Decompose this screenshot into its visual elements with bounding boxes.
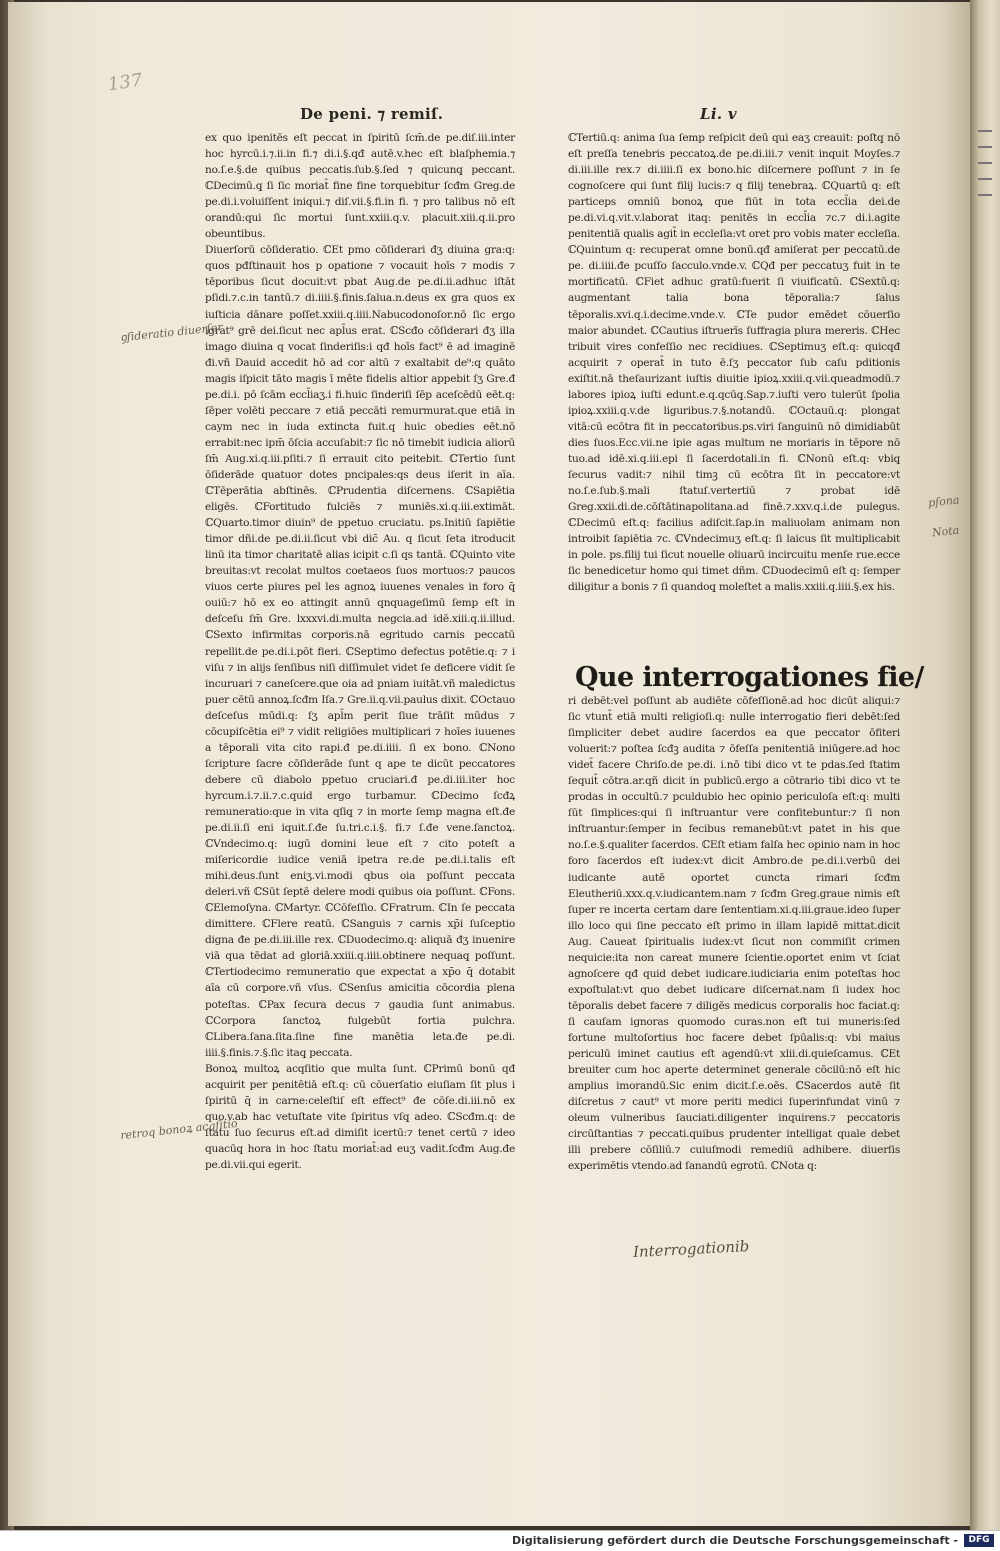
- marginal-note: ꝯſideratio diuerſor: [119, 320, 224, 345]
- right-text-column-continued: [568, 693, 900, 1174]
- left-text-column: [205, 130, 515, 1173]
- right-text-column: [568, 130, 900, 595]
- paragraph: ℂTertiū.q: anima ſua ſemp reſpicit deū qui eaʒ creauit: poſtq̧ nō eſt preſſa tenebris peccatoꝝ.de pe.di.iii.⁊ venit inquit Moyſes.⁊ di.iii.ille rex.⁊ di.iiii.ſi ex bono.hic diſcernere poſſunt ⁊ in ſe cognoſcere qui ſunt filij lucis:⁊ q filij tenebraꝝ. ℂQuartū q: eſt particeps omniū bonoꝝ que fiūt in tota eccl̄ia dei.de pe.di.vi.q.vit.v.laborat itaq: penitēs in eccl̄ia ⁊c.⁊ di.i.agite penitentiā qualis agit̄ in eccleſia:vt oret pro vobis mater eccleſia. ℂQuintum q: recuperat omne bonū.qđ amiſerat per peccatū.de pe. di.iiii.đe pcuſſo ſacculo.vnde.v. ℂQđ per peccatuʒ fuit in te mortificatū. ℂFiet adhuc gratū:fuerit ſi viuificatū. ℂSextū.q: augmentant talia bona tēporalia:⁊ ſalus tēporalis.xvi.q.i.decime.vnde.v. ℂTe pudor emēdet cōuerſio maior abundet. ℂCautius iſtruerīs ſuffragia plura mereris. ℂHec tribuit vires confeſſio nec recidiues. ℂSeptimuʒ eſt.q: quicqđ acquirit ⁊ operat̄ in tuto ē.ſʒ peccator ſub caſu pditionis exiſtit.nā theſaurizant iuſtis diuitie ipioꝝ.xxiii.q.vii.queadmodū.⁊ labores ipioꝝ iuſti edunt.e.q.qcūq̧.Sap.⁊.iuſti vero tulerūt ſpolia ipioꝝ.xxiii.q.v.de liguribus.⁊.§.notandū. ℂOctauū.q: plongat vitā:cū ecōtra fit in peccatoribus.ps.viri ſanguinū nō dimidiabūt dies ſuos.Ecc.vii.ne ipie agas multum ne moriaris in tēpore nō tuo.ad idē.xi.q.iii.epi ſi ſacerdotali.in fi. ℂNonū eſt.q: vbiq̧ ſecurus vadit:⁊ nihil timꝫ cū ecōtra ſit in peccatore:vt no.ſ.e.ſub.§.mali ſtatuſ.vertertiū ⁊ probat idē Greg.xxii.di.de.cōſtātinapolitana.ad finē.⁊.xxv.q.i.de pulegus. ℂDecimū eſt.q: facilius adiſcit.ſap.in maliuolam animam non introibit ſapiētia ⁊c. ℂVndecimuʒ eſt.q: ſi laicus ſit multiplicabit in pole. ps.filij tui ſicut nouelle oliuarū incircuitu menſe rue.ecce ſic benedicetur homo qui timet dñm. ℂDuodecimū eſt q: ſemper diligitur a bonis ⁊ ſi quandoq̧ moleſtet a malis.xxiii.q.iiii.§.ex his.: [568, 132, 900, 594]
- marginal-note-bottom: Interrogationib: [632, 1236, 750, 1262]
- paragraph: Diuerſorū cōſideratio. ℂEt pmo cōſiderari đʒ diuina gra:q: quos pđſtinauit hos p opatione ⁊ vocauit hoīs ⁊ modis ⁊ tēporibus ſicut docuit:vt pbat Aug.de pe.di.ii.adhuc iſtāt pſidi.⁊.c.in tantū.⁊ di.iiii.§.finis.ſalua.n.deus ex gra quos ex iuſticia dānare poſſet.xxiii.q.iiii.Nabucodonoſor.nō ſic ergo igrat⁹ grē dei.ſicut nec apl̄us erat. ℂScđo cōſiderari đʒ illa imago diuina q vocat ſinderiſis:i qđ hoīs fact⁹ ē ad imaginē đi.vñ Dauid accedit hō ad cor altū ⁊ exaltabit de⁹:q quāto magis iſpicit tāto magis ī mēte fidelis altior appebit ſʒ Gre.đ pe.di.i. pō ſcām eccl̄iaʒ.i fi.huic ſinderiſi ſēp aceſcēdū eēt.q: ſēper volēti peccare ⁊ etiā peccāti remurmurat.que etiā in caym nec in iuda extincta fuit.q huic obedies eēt.nō errabit:nec ipm̄ ōſcia accuſabit:⁊ ſic nō timebit iudicia aliorū ſm̄ Aug.xi.q.iii.pſiti.⁊ ſi errauit cito peitebit. ℂTertio ſunt ōſiderāde quatuor dotes pncipales:qs deus iſerit in aīa. ℂTēperātia abſtinēs. ℂPrudentia diſcernens. ℂSapiētia eligēs. ℂFortitudo fulciēs ⁊ muniēs.xi.q.iii.extimāt. ℂQuarto.timor diuin⁹ de ppetuo cruciatu. ps.Initiū ſapiētie timor dñi.de pe.di.ii.ſicut vbi dic̄ Au. q ſicut ſeta itroducit linū ita timor charitatē alias icipit c.ſi qs tantā. ℂQuinto vite breuitas:vt recolat multos coetaeos ſuos mortuos:⁊ paucos viuos certe piures pel les agnoꝝ iuuenes venales in foro q̄ ouiū:⁊ hō ex eo attingit annū qnquageſimū ſemp eſt in deſceſu ſm̄ Gre. lxxxvi.di.multa negcia.ad idē.xiii.q.ii.illud. ℂSexto infirmitas corporis.nā egritudo carnis peccatū repellit.de pe.di.i.pōt fieri. ℂSeptimo defectus potētie.q: ⁊ i viſu ⁊ in alijs ſenſibus niſi diſſimulet videt ſe deficere vidit ſe incuruari ⁊ caneſcere.que oia ad pniam iuitāt.vñ maledictus puer cētū annoꝝ.ſcđm Iſa.⁊ Gre.ii.q.vii.paulus dixit. ℂOctauo deſceſus mūdi.q: ſʒ apl̄m perit ſiue trāſit mūdus ⁊ cōcupiſcētia ei⁹ ⁊ vidit religiōes multiplicari ⁊ hoīes iuuenes a tēporali vita cito rapi.đ pe.di.iiii. ſi ex bono. ℂNono ſcripture ſacre cōſiderāde ſunt q ape te dicūt peccatores debere cū diabolo ppetuo cruciari.đ pe.di.iii.iter hoc hyrcum.i.⁊.ii.⁊.c.quid ergo turbamur. ℂDecimo ſcđꝝ remuneratio:que in vita qſiq̧ ⁊ in morte ſemp magna eſt.đe pe.di.ii.ſi eni iquit.ſ.đe ſu.tri.c.i.§. fi.⁊ ſ.đe vene.ſanctoꝝ. ℂVndecimo.q: iugū domini leue eſt ⁊ cito poteſt a miſericordie iudice veniā ipetra re.de pe.di.i.talis eſt mihi.deus.ſunt eniʒ.vi.modi qbus oia poſſunt peccata deleri.vñ ℂSūt ſeptē delere modi quibus oia poſſunt. ℂFons. ℂElemoſyna. ℂMartyr. ℂCōfeſſio. ℂFratrum. ℂIn ſe peccata dimittere. ℂFlere reatū. ℂSanguis ⁊ carnis xp̄i ſuſceptio digna đe pe.di.iii.ille rex. ℂDuodecimo.q: aliquā đʒ inuenire viā qua tēdat ad gloriā.xxiii.q.iiii.obtinere nequaq̧ poſſunt. ℂTertiodecimo remuneratio que expectat a xp̄o q̄ dotabit aīa cū corpore.vñ vſus. ℂSenſus amicitia cōcordia plena poteſtas. ℂPax ſecura decus ⁊ gaudia ſunt animabus. ℂCorpora ſanctoꝝ fulgebūt fortia pulchra. ℂLibera.ſana.ſita.ſine fine manētia leta.đe pe.di. iiii.§.finis.⁊.§.ſic itaq̧ peccata.: [205, 244, 515, 1059]
- paragraph: Bonoꝝ multoꝝ acqſitio que multa ſunt. ℂPrimū bonū qđ acquirit per penitētiā eſt.q: cū cōuerſatio eiuſiam ſit plus i ſpiritū q̄ in carne:celeſtiſ eſt effect⁹ đe cōſe.di.iii.nō ex quo.v.ab hac vetuſtate vite ſpiritus vſq̧ adeo. ℂScđm.q: de ſtatu ſuo ſecurus eſt.ad dimiſit icertū:⁊ tenet certū ⁊ ideo quacūq̧ hora in hoc ſtatu moriat̄:ad euʒ vadit.ſcđm Aug.đe pe.di.vii.qui egerit.: [205, 1062, 515, 1171]
- paragraph: ri debēt:vel poſſunt ab audiēte cōfeſſionē.ad hoc dicūt aliqui:⁊ ſic vtunt̄ etiā multi religioſi.q: nulle interrogatio fieri debēt:ſed ſimpliciter debet audire ſacerdos ea que peccator ōfiteri voluerit:⁊ poſtea ſcđꝫ audita ⁊ ōfeſſa penitentiā iniūgere.ad hoc videt̄ facere Chriſo.de pe.di. i.nō tibi dico vt te pdas.ſed ſtatim ſequit̄ cōtra.ar.qñ dicit in publicū.ergo a cōtrario tibi dico vt te prodas in occultū.⁊ pculdubio hec opinio periculoſa eſt:q: multi ſūt ſimplices:qui ſi inſtruantur vere confitebuntur:⁊ ſi non inſtruantur:ſemper in fecibus remanebūt:vt patet in his que no.ſ.e.§.qualiter ſacerdos. ℂEſt etiam falſa hec opinio nam in hoc foro ſacerdos eſt iudex:vt dicit Ambro.de pe.di.i.verbū dei iudicante autē oportet cuncta rimari ſcđm Eleutheriū.xxx.q.v.iudicantem.nam ⁊ ſcđm Greg.graue nimis eſt ſuper re incerta certam dare ſententiam.xi.q.iii.graue.ideo ſuper illo loco qui ſine peccato eſt primo in illam lapidē mittat.dicit Aug. Caueat ſpiritualis iudex:vt ſicut non commiſit crimen nequicie:ita non careat munere ſcientie.oportet enim vt ſciat agnoſcere qđ quid debet iudicare.iudiciaria enim poteſtas hoc expoſtulat:vt quo debet iudicare diſcernat.nam ſi iudex hoc tēporalis debet facere ⁊ diligēs medicus corporalis hoc faciat.q: ſi cauſam ignoras quomodo curas.non eſt tui muneris:ſed fortune multoſortius hoc facere debet ſpūalis:q: vbi maius periculū iminet cautius eſt agendū:vt xlii.di.quieſcamus. ℂEt breuiter cum hoc aperte determinet generale cōcilū:nō eſt hic amplius imorandū.Sic enim dicit.ſ.e.oēs. ℂSacerdos autē ſit diſcretus ⁊ caut⁹ vt more periti medici ſuperinfundat vinū ⁊ oleum vulneribus ſauciati.diligenter inquirens.⁊ peccatoris circūſtantias ⁊ peccati.quibus prudenter intelligat quale debet illi prebere cōſiliū.⁊ cuiuſmodi remediū adhibere. diuerſis experimētis vtendo.ad ſanandū egrotū. ℂNota q:: [568, 695, 900, 1173]
- folio-scrawl: 137: [106, 69, 144, 96]
- section-heading: Que interrogationes fie/: [575, 662, 924, 693]
- marginal-note: pſona: [927, 493, 960, 510]
- marginal-note: Nota: [931, 523, 960, 540]
- dfg-logo: DFG: [964, 1534, 994, 1547]
- running-header-left: De peni. ⁊ remiſ.: [300, 105, 444, 123]
- footer-bar: [0, 1530, 1000, 1551]
- funding-notice: Digitalisierung gefördert durch die Deutsche Forschungsgemeinschaft -: [511, 1534, 958, 1547]
- next-page-edge: [970, 0, 1000, 1530]
- running-header-right: Li. v: [700, 105, 737, 123]
- paragraph: ex quo ipenitēs eſt peccat in ſpiritū ſcm̄.de pe.diſ.iii.inter hoc hyrcū.i.⁊.ii.in fi.⁊ di.i.§.qđ autē.v.hec eſt blaſphemia.⁊ no.ſ.e.§.de quibus peccatis.ſub.§.ſed ⁊ quicunq̧ peccant. ℂDecimū.q̧ ſi ſic moriat̄ fine fine torquebitur ſcđm Greg.de pe.di.i.voluiſſent iniqui.⁊ diſ.vii.§.fi.in fi. ⁊ pro talibus nō eſt orandū:qui ſic mortui ſunt.xxiii.q.v. placuit.xiii.q.ii.pro obeuntibus.: [205, 132, 515, 241]
- marginal-note: retroq bonoꝝ acqſitio: [119, 1116, 239, 1143]
